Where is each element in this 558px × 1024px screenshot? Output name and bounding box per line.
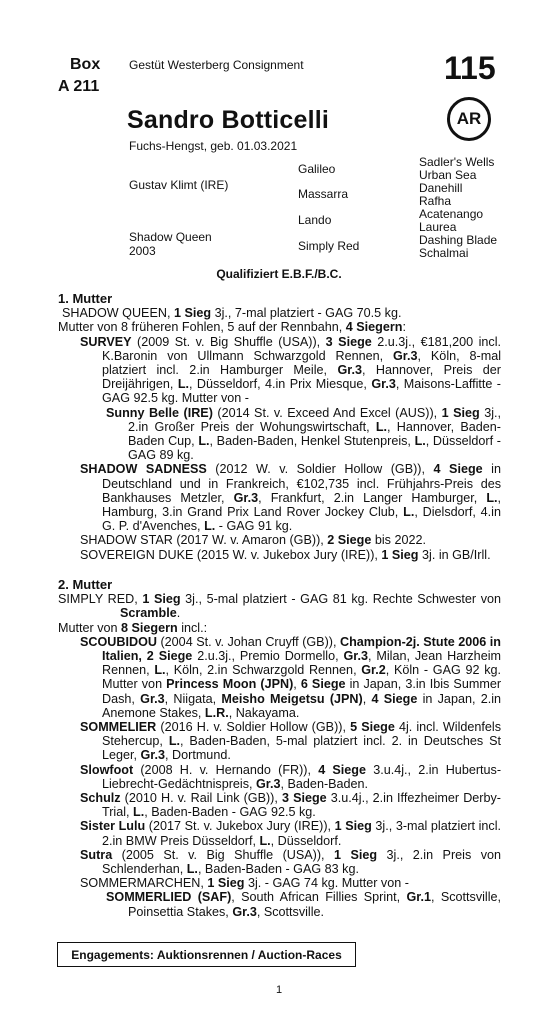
ancestor-1: Sadler's Wells [419, 155, 495, 169]
horse-description: Fuchs-Hengst, geb. 01.03.2021 [129, 139, 298, 153]
ancestor-3: Danehill [419, 181, 463, 195]
dam: Shadow Queen [129, 230, 212, 244]
box-label: Box [70, 56, 101, 73]
ancestor-6: Laurea [419, 220, 457, 234]
first-dam-line: Mutter von 8 früheren Fohlen, 5 auf der Rennbahn, 4 Siegern: [58, 320, 406, 335]
produce-entry: Sutra (2005 St. v. Big Shuffle (USA)), 1 Sieg 3j., 2.in Preis von Schlenderhan, L., Baden-Baden - GAG 83 kg. [80, 847, 501, 877]
ancestor-7: Dashing Blade [419, 233, 498, 247]
produce-entry: SOMMERLIED (SAF), South African Fillies Sprint, Gr.1, Scottsville, Poinsettia Stakes, Gr.3, Scottsville. [106, 890, 502, 919]
sire-dam: Massarra [298, 187, 349, 201]
produce-entry: Sister Lulu (2017 St. v. Jukebox Jury (IRE)), 1 Sieg 3j., 3-mal platziert incl. 2.in BMW Preis Düsseldorf, L., Düsseldorf. [80, 819, 502, 848]
dam-year: 2003 [129, 244, 156, 258]
ancestor-5: Acatenango [419, 207, 484, 221]
qualification: Qualifiziert E.B.F./B.C. [216, 267, 342, 281]
first-dam-heading: 1. Mutter [58, 291, 113, 306]
produce-entry: Schulz (2010 H. v. Rail Link (GB)), 3 Siege 3.u.4j., 2.in Iffezheimer Derby-Trial, L., Baden-Baden - GAG 92.5 kg. [80, 791, 501, 820]
consignor: Gestüt Westerberg Consignment [129, 58, 304, 72]
produce-entry: SOMMELIER (2016 H. v. Soldier Hollow (GB)), 5 Siege 4j. incl. Wildenfels Stehercup, L., Baden-Baden, 5-mal platziert incl. 2. in Deutsches St Leger, Gr.3, Dortmund. [80, 720, 501, 763]
engagements-box: Engagements: Auktionsrennen / Auction-Races [57, 942, 356, 967]
produce-entry: SHADOW SADNESS (2012 W. v. Soldier Hollow (GB)), 4 Siege in Deutschland und in Frankreich, €102,735 incl. Frühjahrs-Preis des Bankhauses Metzler, Gr.3, Frankfurt, 2.in Langer Hamburger, L., Hamburg, 3.in Grand Prix Land Rover Jockey Club, L., Dielsdorf, 4.in G. P. d'Avenches, L. - GAG 91 kg. [80, 462, 502, 534]
page-number: 1 [275, 984, 283, 996]
ancestor-8: Schalmai [419, 246, 469, 260]
dam-dam: Simply Red [298, 239, 360, 253]
produce-entry: Slowfoot (2008 H. v. Hernando (FR)), 4 Siege 3.u.4j., 2.in Hubertus-Liebrecht-Gedächtnispreis, Gr.3, Baden-Baden. [80, 762, 502, 791]
ancestor-4: Rafha [419, 194, 452, 208]
produce-entry: SOVEREIGN DUKE (2015 W. v. Jukebox Jury (IRE)), 1 Sieg 3j. in GB/Irll. [80, 547, 491, 562]
second-dam-section [58, 578, 501, 919]
produce-entry: SCOUBIDOU (2004 St. v. Johan Cruyff (GB)), Champion-2j. Stute 2006 in Italien, 2 Siege 2.u.3j., Premio Dormello, Gr.3, Milan, Jean Harzheim Rennen, L., Köln, 2.in Schwarzgold Rennen, Gr.2, Köln - GAG 92 kg. Mutter von Princess Moon (JPN), 6 Siege in Japan, 3.in Ibis Summer Dash, Gr.3, Niigata, Meisho Meigetsu (JPN), 4 Siege in Japan, 2.in Anemone Stakes, L.R., Nakayama. [80, 634, 502, 720]
second-dam-line: SIMPLY RED, 1 Sieg 3j., 5-mal platziert - GAG 81 kg. Rechte Schwester von Scramble. [58, 592, 502, 621]
produce-entry: SURVEY (2009 St. v. Big Shuffle (USA)), 3 Siege 2.u.3j., €181,200 incl. K.Baronin von Ullmann Schwarzgold Rennen, Gr.3, Köln, 8-mal platziert incl. 2.in Hamburger Meile, Gr.3, Hannover, Preis der Dreijährigen, L., Düsseldorf, 4.in Prix Miesque, Gr.3, Maisons-Laffitte - GAG 92.5 kg. Mutter von - [80, 334, 501, 406]
ar-badge: AR [447, 97, 491, 141]
second-dam-line: Mutter von 8 Siegern incl.: [58, 620, 208, 635]
produce-entry: SHADOW STAR (2017 W. v. Amaron (GB)), 2 Siege bis 2022. [80, 533, 426, 548]
horse-name: Sandro Botticelli [127, 106, 330, 134]
sire: Gustav Klimt (IRE) [129, 178, 229, 192]
second-dam-heading: 2. Mutter [58, 577, 113, 592]
box-number: A 211 [58, 78, 100, 95]
dam-sire: Lando [298, 213, 332, 227]
sire-sire: Galileo [298, 162, 336, 176]
produce-entry: Sunny Belle (IRE) (2014 St. v. Exceed And Excel (AUS)), 1 Sieg 3j., 2.in Großer Preis der Wohungswirtschaft, L., Hannover, Baden-Baden Cup, L., Baden-Baden, Henkel Stutenpreis, L., Düsseldorf - GAG 89 kg. [106, 405, 501, 463]
first-dam-section [58, 292, 501, 562]
lot-number: 115 [444, 50, 496, 86]
produce-entry: SOMMERMARCHEN, 1 Sieg 3j. - GAG 74 kg. Mutter von - [80, 876, 409, 891]
ancestor-2: Urban Sea [419, 168, 477, 182]
first-dam-line: SHADOW QUEEN, 1 Sieg 3j., 7-mal platziert - GAG 70.5 kg. [62, 306, 402, 321]
